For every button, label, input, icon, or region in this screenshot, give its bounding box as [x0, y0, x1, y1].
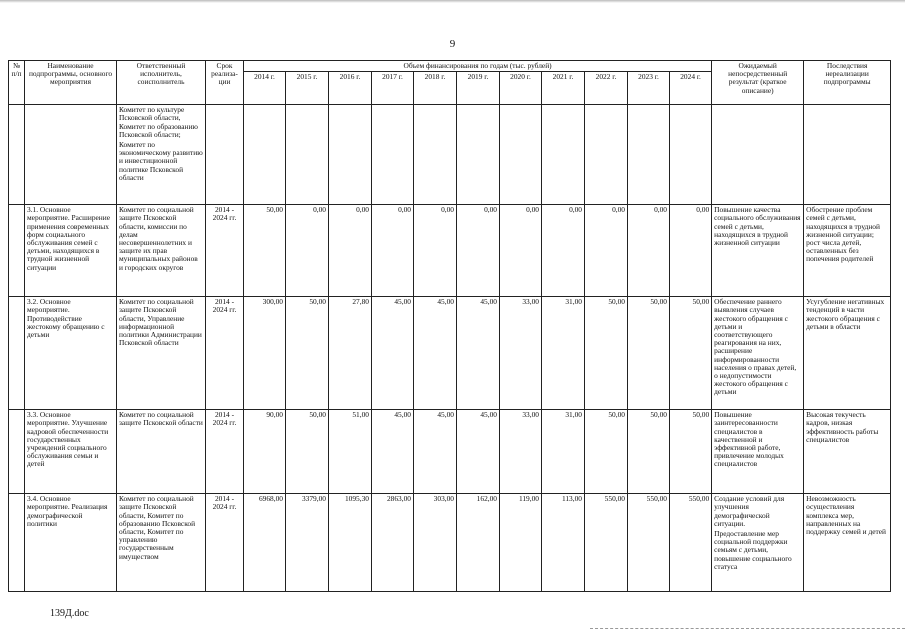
- row-responsible: Комитет по социальной защите Псковской области, Комитет по образованию Псковской области, Комитет по управлению государственным имуществом: [117, 494, 206, 592]
- row-value: 50,00: [628, 297, 670, 410]
- year-header: 2016 г.: [329, 72, 372, 105]
- row-value: 162,00: [457, 494, 500, 592]
- table-row: [9, 297, 891, 410]
- row-responsible-line: Комитет по культуре Псковской области, Комитет по образованию Псковской области;: [119, 105, 198, 139]
- row-term: [206, 105, 244, 205]
- row-value: 50,00: [670, 297, 712, 410]
- row-value: 50,00: [628, 410, 670, 494]
- row-value: 1095,30: [329, 494, 372, 592]
- row-value: [628, 105, 670, 205]
- row-value: [414, 105, 457, 205]
- row-value: [286, 105, 329, 205]
- row-responsible-line: Комитет по экономическому развитию и инвестиционной политике Псковской области: [119, 140, 203, 182]
- row-value: 0,00: [457, 205, 500, 297]
- row-value: 45,00: [372, 297, 414, 410]
- table-row: [9, 494, 891, 592]
- row-result-line: Создание условий для улучшения демографической ситуации.: [714, 494, 785, 528]
- row-name: 3.1. Основное мероприятие. Расширение применения современных форм социального обслуживания семей с детьми, находящихся в трудной жизненной ситуации: [25, 205, 117, 297]
- row-value: 113,00: [542, 494, 585, 592]
- row-value: 50,00: [286, 297, 329, 410]
- row-value: 0,00: [286, 205, 329, 297]
- row-responsible: Комитет по социальной защите Псковской области, комиссии по делам несовершеннолетних и защите их прав муниципальных районов и городских округов: [117, 205, 206, 297]
- row-responsible: Комитет по социальной защите Псковской области: [117, 410, 206, 494]
- row-value: 50,00: [286, 410, 329, 494]
- row-value: 0,00: [585, 205, 628, 297]
- row-num: [9, 205, 25, 297]
- year-header: 2014 г.: [244, 72, 286, 105]
- row-value: [542, 105, 585, 205]
- row-value: 51,00: [329, 410, 372, 494]
- row-term: 2014 - 2024 гг.: [206, 205, 244, 297]
- row-responsible: [117, 105, 206, 205]
- row-result: Повышение заинтересованности специалистов в качественной и эффективной работе, привлечение молодых специалистов: [712, 410, 804, 494]
- row-value: [329, 105, 372, 205]
- year-header: 2020 г.: [500, 72, 542, 105]
- row-consequences: Невозможность осуществления комплекса мер, направленных на поддержку семей и детей: [804, 494, 891, 592]
- row-value: [500, 105, 542, 205]
- year-header: 2015 г.: [286, 72, 329, 105]
- row-name: [25, 105, 117, 205]
- row-value: 50,00: [585, 410, 628, 494]
- row-value: 45,00: [372, 410, 414, 494]
- row-value: 27,80: [329, 297, 372, 410]
- row-result: Обеспечение раннего выявления случаев жестокого обращения с детьми и соответствующего реагирования на них, расширение информированности населения о правах детей, о недопустимости жестокого обращения с детьми: [712, 297, 804, 410]
- header-num: № п/п: [9, 61, 25, 105]
- row-value: 0,00: [414, 205, 457, 297]
- year-header: 2022 г.: [585, 72, 628, 105]
- row-value: 45,00: [414, 410, 457, 494]
- year-header: 2021 г.: [542, 72, 585, 105]
- row-value: 550,00: [670, 494, 712, 592]
- row-value: 0,00: [542, 205, 585, 297]
- row-value: 45,00: [457, 410, 500, 494]
- row-value: 3379,00: [286, 494, 329, 592]
- row-name: 3.4. Основное мероприятие. Реализация демографической политики: [25, 494, 117, 592]
- header-term: Срок реализа-ции: [206, 61, 244, 105]
- row-consequences: [804, 105, 891, 205]
- row-value: 0,00: [628, 205, 670, 297]
- header-result: Ожидаемый непосредственный результат (краткое описание): [712, 61, 804, 105]
- row-value: [670, 105, 712, 205]
- row-value: [244, 105, 286, 205]
- header-name: Наименование подпрограммы, основного мероприятия: [25, 61, 117, 105]
- year-header: 2019 г.: [457, 72, 500, 105]
- row-value: 50,00: [670, 410, 712, 494]
- program-table: [8, 60, 891, 592]
- row-value: 0,00: [670, 205, 712, 297]
- row-value: 50,00: [244, 205, 286, 297]
- row-value: 33,00: [500, 297, 542, 410]
- row-value: 300,00: [244, 297, 286, 410]
- year-header: 2023 г.: [628, 72, 670, 105]
- row-value: 50,00: [585, 297, 628, 410]
- row-term: 2014 - 2024 гг.: [206, 494, 244, 592]
- table-row: [9, 410, 891, 494]
- row-result: [712, 494, 804, 592]
- row-result: Повышение качества социального обслуживания семей с детьми, находящихся в трудной жизненной ситуации: [712, 205, 804, 297]
- row-value: 90,00: [244, 410, 286, 494]
- row-value: 119,00: [500, 494, 542, 592]
- row-value: [585, 105, 628, 205]
- row-value: 550,00: [628, 494, 670, 592]
- row-num: [9, 494, 25, 592]
- year-header: 2024 г.: [670, 72, 712, 105]
- header-responsible: Ответственный исполнитель, соисполнитель: [117, 61, 206, 105]
- row-value: 45,00: [414, 297, 457, 410]
- page-number: 9: [449, 38, 456, 50]
- row-consequences: Усугубление негативных тенденций в части жестокого обращения с детьми в области: [804, 297, 891, 410]
- scan-edge-top: [0, 0, 905, 3]
- row-value: 0,00: [500, 205, 542, 297]
- row-term: 2014 - 2024 гг.: [206, 297, 244, 410]
- row-responsible: Комитет по социальной защите Псковской области, Управление информационной политики Администрации Псковской области: [117, 297, 206, 410]
- row-consequences: Высокая текучесть кадров, низкая эффективность работы специалистов: [804, 410, 891, 494]
- row-value: 2863,00: [372, 494, 414, 592]
- table-row: [9, 105, 891, 205]
- row-name: 3.2. Основное мероприятие. Противодействие жестокому обращению с детьми: [25, 297, 117, 410]
- file-name: 139Д.doc: [50, 608, 89, 619]
- row-term: 2014 - 2024 гг.: [206, 410, 244, 494]
- row-value: 31,00: [542, 410, 585, 494]
- header-financing: Объем финансирования по годам (тыс. рублей): [244, 61, 712, 72]
- row-value: 6968,00: [244, 494, 286, 592]
- row-consequences: Обострение проблем семей с детьми, находящихся в трудной жизненной ситуации; рост числа детей, оставленных без попечения родителей: [804, 205, 891, 297]
- row-name: 3.3. Основное мероприятие. Улучшение кадровой обеспеченности государственных учреждений социального обслуживания семьи и детей: [25, 410, 117, 494]
- header-consequences: Последствия нереализации подпрограммы: [804, 61, 891, 105]
- row-value: 303,00: [414, 494, 457, 592]
- row-value: 33,00: [500, 410, 542, 494]
- row-value: [457, 105, 500, 205]
- row-value: 0,00: [372, 205, 414, 297]
- row-value: 31,00: [542, 297, 585, 410]
- scan-edge-bottom: [590, 628, 905, 630]
- row-value: 550,00: [585, 494, 628, 592]
- row-result-line: Предоставление мер социальной поддержки семьям с детьми, повышение социального статуса: [714, 529, 792, 571]
- row-num: [9, 410, 25, 494]
- row-value: 45,00: [457, 297, 500, 410]
- row-num: [9, 105, 25, 205]
- row-num: [9, 297, 25, 410]
- row-value: 0,00: [329, 205, 372, 297]
- table-row: [9, 205, 891, 297]
- year-header: 2018 г.: [414, 72, 457, 105]
- row-result: [712, 105, 804, 205]
- year-header: 2017 г.: [372, 72, 414, 105]
- row-value: [372, 105, 414, 205]
